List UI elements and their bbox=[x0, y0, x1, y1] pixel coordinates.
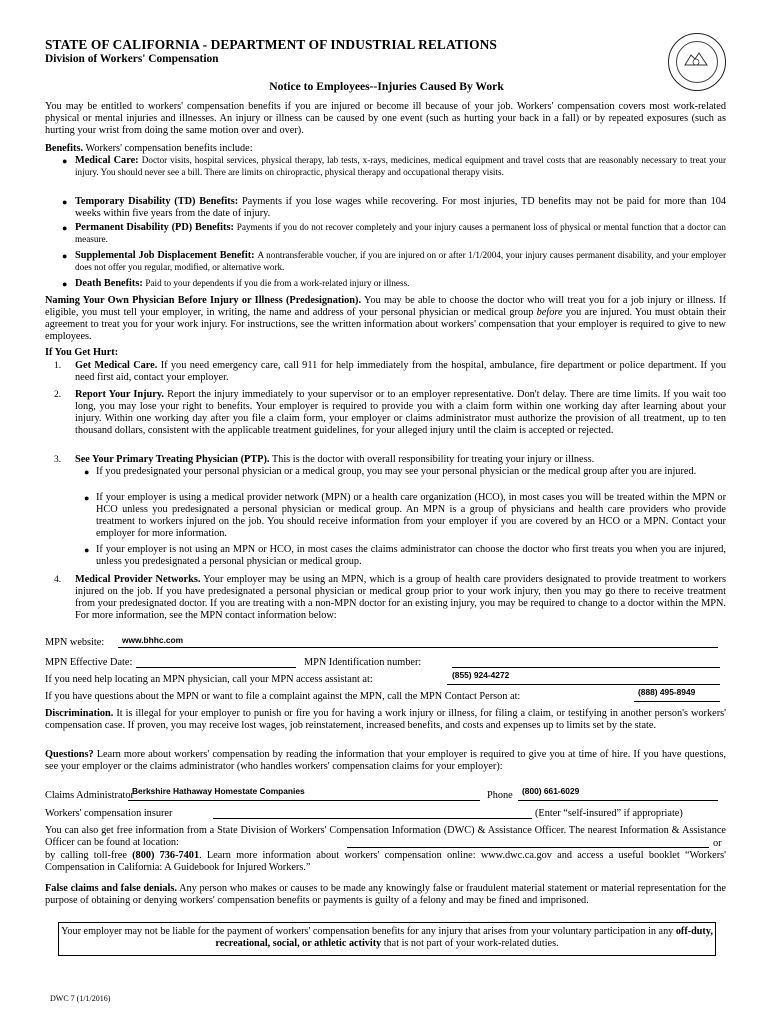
notice-bold: off-duty, recreational, social, or athletic activity bbox=[215, 926, 713, 949]
benefit-term: Supplemental Job Displacement Benefit: bbox=[75, 250, 255, 261]
dwc-paragraph: You can also get free information from a State Division of Workers' Compensation Information (DWC) & Assistance Officer. The nearest Information & Assistance Officer can be found at location: bbox=[45, 825, 726, 848]
seal-emblem-icon bbox=[683, 49, 709, 69]
discrimination-paragraph bbox=[45, 708, 726, 732]
step-mpn bbox=[75, 574, 726, 622]
benefits-label: Benefits. bbox=[45, 143, 84, 154]
mpn-effective-date-field[interactable] bbox=[136, 667, 296, 668]
mpn-website-label: MPN website: bbox=[45, 637, 105, 648]
benefit-text: A nontransferable voucher, if you are injured on or after 1/1/2004, your injury causes permanent disability, and your employer does not offer you regular, modified, or alternative work. bbox=[75, 250, 727, 272]
bullet-icon: ● bbox=[62, 279, 68, 289]
benefit-pd bbox=[75, 222, 726, 246]
bullet-icon: ● bbox=[62, 156, 68, 166]
benefits-intro bbox=[45, 143, 726, 155]
notice-text: Your employer may not be liable for the payment of workers' compensation benefits for any injury that arises from your voluntary participation in any bbox=[61, 926, 674, 937]
predesignation-italic: before bbox=[536, 306, 563, 318]
benefit-text: Doctor visits, hospital services, physical therapy, lab tests, x-rays, medicines, medical equipment and travel costs that are reasonably necessary to treat your injury. You should never see a bill. There are limits on chiropractic, physical therapy and occupational therapy visits. bbox=[75, 155, 726, 177]
benefit-death bbox=[75, 278, 726, 290]
claims-admin-label: Claims Administrator bbox=[45, 790, 134, 801]
step-text: Your employer may be using an MPN, which is a group of health care providers designated to provide treatment to workers injured on the job. If you have predesignated a personal physician or medical group prior to your work injury, then you may go there to receive treatment from your predesignated doctor. If you are treating with a non-MPN doctor for an existing injury, you may be required to change to a doctor within the MPN. For more information, see the MPN contact information below: bbox=[75, 574, 726, 621]
mpn-contact-label: If you have questions about the MPN or want to file a complaint against the MPN, call the MPN Contact Person at: bbox=[45, 691, 521, 702]
dwc-location-field[interactable] bbox=[347, 847, 709, 848]
insurer-label: Workers' compensation insurer bbox=[45, 808, 173, 819]
ptp-bullet: If your employer is not using an MPN or HCO, in most cases the claims administrator can choose the doctor who first treats you when you are injured, unless you predesignated a personal physician or medical group. bbox=[96, 544, 726, 567]
step-ptp bbox=[75, 454, 726, 466]
questions-text: Learn more about workers' compensation by reading the information that your employer is required to give you at time of hire. If you have questions, see your employer or the claims administrator (who handles workers' compensation claims for your employer): bbox=[45, 749, 726, 772]
mpn-id-label: MPN Identification number: bbox=[304, 657, 422, 668]
false-claims-text: Any person who makes or causes to be made any knowingly false or fraudulent material statement or material representation for the purpose of obtaining or denying workers' compensation benefits or payments is guilty of a felony and may be fined and imprisoned. bbox=[45, 883, 726, 906]
benefit-text: Payments if you do not recover completely and your injury causes a permanent loss of physical or mental function that a doctor can measure. bbox=[75, 222, 726, 244]
bullet-icon: ● bbox=[62, 223, 68, 233]
mpn-effective-date-label: MPN Effective Date: bbox=[45, 657, 133, 668]
mpn-website-field[interactable]: www.bhhc.com bbox=[122, 635, 184, 645]
division-heading: Division of Workers' Compensation bbox=[45, 53, 219, 65]
predesignation-text-2: you are injured. You must obtain their agreement to treat you for your work injury. For instructions, see the written information about workers' compensation that your employer is required to give to new employees. bbox=[45, 306, 726, 342]
discrimination-text: It is illegal for your employer to punish or fire you for having a work injury or illness, for filing a claim, or testifying in another person's workers' compensation case. If proven, you may receive lost wages, job reinstatement, increased benefits, and costs and expenses up to limits set by the state. bbox=[45, 708, 726, 731]
benefit-term: Medical Care: bbox=[75, 155, 139, 166]
bullet-icon: ● bbox=[84, 493, 90, 503]
mpn-access-label: If you need help locating an MPN physician, call your MPN access assistant at: bbox=[45, 674, 373, 685]
mpn-contact-field[interactable]: (888) 495-8949 bbox=[638, 687, 696, 697]
benefit-text: Payments if you lose wages while recovering. For most injuries, TD benefits may not be paid for more than 104 weeks within five years from the date of injury. bbox=[75, 196, 727, 219]
step-term: See Your Primary Treating Physician (PTP). bbox=[75, 454, 270, 465]
step-text: This is the doctor with overall responsibility for treating your injury or illness. bbox=[271, 454, 595, 465]
mpn-website-line bbox=[118, 647, 718, 648]
questions-paragraph bbox=[45, 749, 726, 773]
intro-paragraph: You may be entitled to workers' compensation benefits if you are injured or become ill because of your job. Workers' compensation covers most work-related physical or mental injuries and illnesses. An injury or illness can be caused by one event (such as hurting your back in a fall) or by repeated exposures (such as hurting your wrist from doing the same motion over and over). bbox=[45, 101, 726, 136]
bullet-icon: ● bbox=[62, 197, 68, 207]
step-number: 2. bbox=[54, 390, 62, 400]
claims-admin-field[interactable]: Berkshire Hathaway Homestate Companies bbox=[132, 786, 305, 796]
agency-heading: STATE OF CALIFORNIA - DEPARTMENT OF INDUSTRIAL RELATIONS bbox=[45, 37, 497, 52]
benefit-term: Temporary Disability (TD) Benefits: bbox=[75, 196, 239, 207]
false-claims-label: False claims and false denials. bbox=[45, 883, 177, 894]
dwc-paragraph-2 bbox=[45, 850, 726, 874]
step-number: 4. bbox=[54, 575, 62, 585]
claims-phone-label: Phone bbox=[487, 790, 513, 801]
form-number: DWC 7 (1/1/2016) bbox=[50, 994, 111, 1003]
step-term: Report Your Injury. bbox=[75, 389, 164, 400]
predesignation-text: You may be able to choose the doctor who will treat you for a job injury or illness. If eligible, you must tell your employer, in writing, the name and address of your personal physician or medical group bbox=[45, 295, 726, 318]
dwc-or: or bbox=[713, 838, 722, 849]
benefits-intro-text: Workers' compensation benefits include: bbox=[85, 143, 253, 154]
claims-phone-line bbox=[518, 800, 718, 801]
claims-phone-field[interactable]: (800) 661-6029 bbox=[522, 786, 580, 796]
benefit-td bbox=[75, 196, 726, 220]
benefit-medical-care bbox=[75, 155, 726, 179]
mpn-contact-line bbox=[634, 701, 720, 702]
notice-title: Notice to Employees--Injuries Caused By Work bbox=[269, 80, 504, 93]
benefit-term: Death Benefits: bbox=[75, 278, 143, 289]
dwc-call-text: by calling toll-free bbox=[45, 850, 127, 861]
benefit-text: Paid to your dependents if you die from a work-related injury or illness. bbox=[145, 278, 410, 288]
mpn-id-field[interactable] bbox=[452, 667, 720, 668]
step-medical-care bbox=[75, 360, 726, 384]
questions-label: Questions? bbox=[45, 749, 94, 760]
voluntary-activity-notice bbox=[58, 922, 716, 956]
notice-text-2: that is not part of your work-related duties. bbox=[383, 938, 559, 949]
predesignation-label: Naming Your Own Physician Before Injury or Illness (Predesignation). bbox=[45, 295, 362, 306]
step-report-injury bbox=[75, 389, 726, 437]
bullet-icon: ● bbox=[62, 251, 68, 261]
mpn-access-field[interactable]: (855) 924-4272 bbox=[452, 670, 510, 680]
step-number: 3. bbox=[54, 455, 62, 465]
discrimination-label: Discrimination. bbox=[45, 708, 114, 719]
claims-admin-line bbox=[128, 800, 480, 801]
insurer-note: (Enter “self-insured” if appropriate) bbox=[535, 808, 683, 819]
bullet-icon: ● bbox=[84, 467, 90, 477]
step-text: Report the injury immediately to your supervisor or to an employer representative. Don't delay. There are time limits. If you wait too long, you may lose your right to benefits. Your employer is required to provide you with a claim form within one working day after learning about your injury. Within one working day after you file a claim form, your employer or claims administrator must authorize the provision of all treatment, up to ten thousand dollars, consistent with the applicable treatment guidelines, for your alleged injury until the claim is accepted or rejected. bbox=[75, 389, 726, 436]
false-claims-paragraph bbox=[45, 883, 726, 907]
if-you-get-hurt-label: If You Get Hurt: bbox=[45, 347, 119, 358]
dwc-phone: (800) 736-7401 bbox=[132, 850, 200, 861]
step-number: 1. bbox=[54, 361, 62, 371]
bullet-icon: ● bbox=[84, 545, 90, 555]
mpn-access-line bbox=[447, 684, 720, 685]
dwc-more-text: . Learn more information about workers' compensation online: www.dwc.ca.gov and access a useful booklet “Workers' Compensation in California: A Guidebook for Injured Workers.” bbox=[45, 850, 726, 873]
insurer-field[interactable] bbox=[213, 818, 532, 819]
predesignation-paragraph bbox=[45, 295, 726, 343]
step-term: Get Medical Care. bbox=[75, 360, 158, 371]
step-term: Medical Provider Networks. bbox=[75, 574, 201, 585]
benefit-sjdb bbox=[75, 250, 726, 274]
step-text: If you need emergency care, call 911 for help immediately from the hospital, ambulance, fire department or police department. If you need first aid, contact your employer. bbox=[75, 360, 727, 383]
ptp-bullet: If your employer is using a medical provider network (MPN) or a health care organization (HCO), in most cases you will be treated within the MPN or HCO unless you predesignated a personal physician or medical group. An MPN is a group of physicians and health care providers who provide treatment to workers injured on the job. You should receive information from your employer if you are covered by an HCO or a MPN. Contact your employer for more information. bbox=[96, 492, 726, 539]
benefit-term: Permanent Disability (PD) Benefits: bbox=[75, 222, 234, 233]
ptp-bullet: If you predesignated your personal physician or a medical group, you may see your personal physician or the medical group after you are injured. bbox=[96, 466, 697, 477]
